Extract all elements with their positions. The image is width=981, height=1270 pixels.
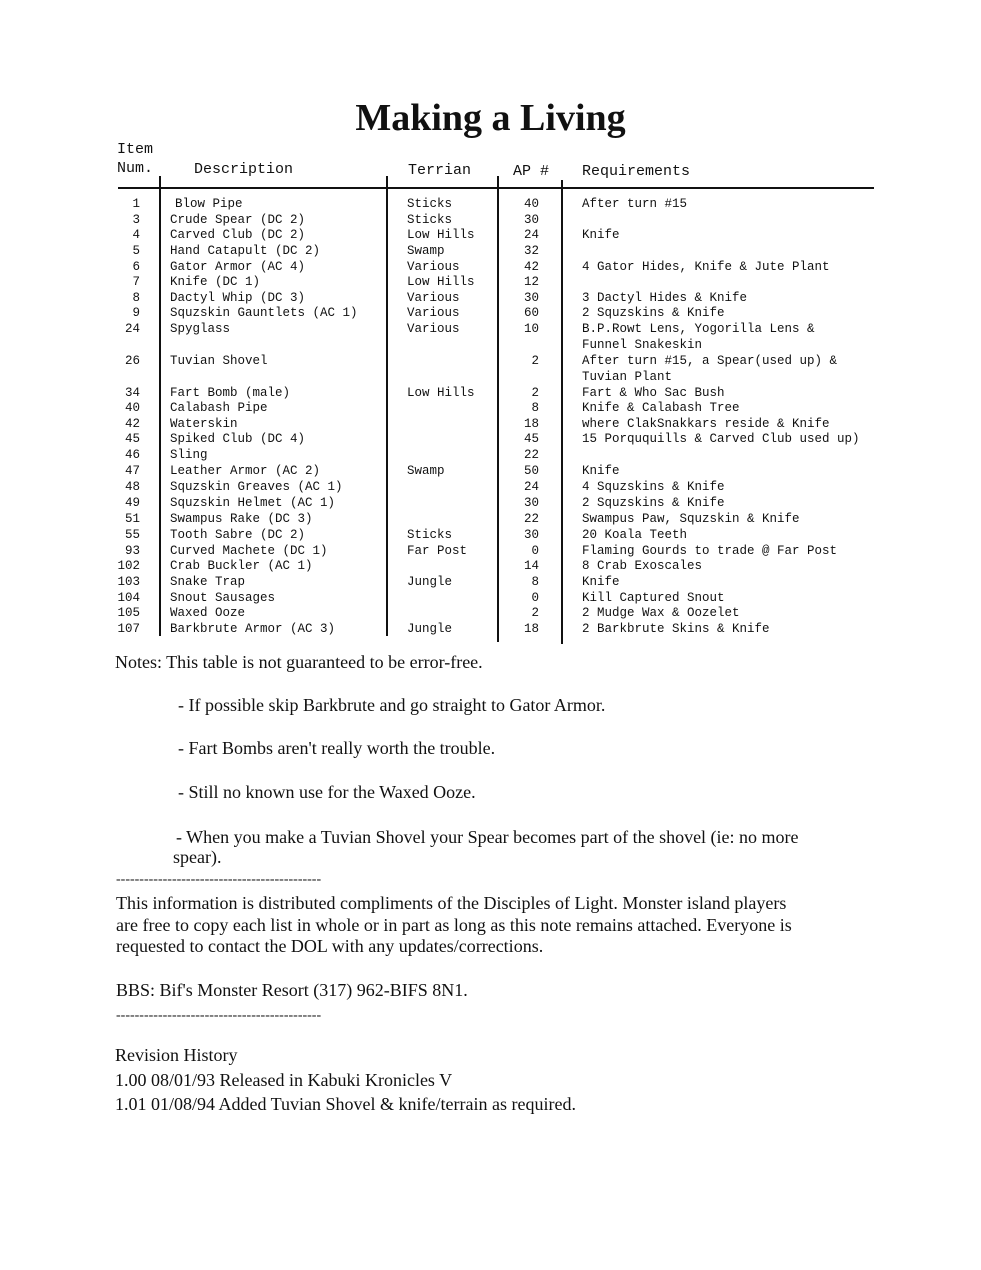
- item-terrain: Sticks: [407, 213, 453, 227]
- item-ap: 42: [523, 260, 539, 274]
- item-ap: 30: [523, 528, 539, 542]
- item-ap: 10: [523, 322, 539, 336]
- table-row: [0, 386, 981, 402]
- item-number: 46: [124, 448, 140, 462]
- item-requirements-continued: Tuvian Plant: [582, 370, 673, 384]
- item-number: 45: [124, 432, 140, 446]
- item-description: Squzskin Gauntlets (AC 1): [170, 306, 358, 320]
- item-requirements-continued: Funnel Snakeskin: [582, 338, 703, 352]
- item-ap: 18: [523, 417, 539, 431]
- table-row: [0, 228, 981, 244]
- item-number: 47: [124, 464, 140, 478]
- item-requirements: 3 Dactyl Hides & Knife: [582, 291, 748, 305]
- header-item-line2: Num.: [117, 160, 154, 177]
- item-terrain: Low Hills: [407, 228, 475, 242]
- item-number: 7: [132, 275, 140, 289]
- table-row: [0, 401, 981, 417]
- item-description: Hand Catapult (DC 2): [170, 244, 321, 258]
- item-terrain: Various: [407, 322, 460, 336]
- table-row: [0, 512, 981, 528]
- table-row: [0, 197, 981, 213]
- item-ap: 22: [523, 448, 539, 462]
- item-description: Fart Bomb (male): [170, 386, 291, 400]
- table-row: [0, 606, 981, 622]
- table-row: [0, 260, 981, 276]
- item-terrain: Jungle: [407, 575, 453, 589]
- item-requirements: After turn #15, a Spear(used up) &: [582, 354, 838, 368]
- item-ap: 2: [531, 354, 539, 368]
- table-row: [0, 622, 981, 638]
- notes-intro: Notes: This table is not guaranteed to be error-free.: [115, 652, 483, 672]
- bbs-contact: BBS: Bif's Monster Resort (317) 962-BIFS 8N1.: [116, 980, 468, 1000]
- note-item: - Still no known use for the Waxed Ooze.: [178, 782, 476, 802]
- item-description: Curved Machete (DC 1): [170, 544, 328, 558]
- header-ap: AP #: [513, 163, 550, 180]
- page-title: Making a Living: [355, 97, 626, 139]
- item-terrain: Various: [407, 260, 460, 274]
- item-terrain: Various: [407, 306, 460, 320]
- item-description: Swampus Rake (DC 3): [170, 512, 313, 526]
- item-description: Waterskin: [170, 417, 238, 431]
- item-description: Tuvian Shovel: [170, 354, 268, 368]
- item-number: 105: [117, 606, 140, 620]
- item-ap: 45: [523, 432, 539, 446]
- table-row: [0, 291, 981, 307]
- item-requirements: Fart & Who Sac Bush: [582, 386, 725, 400]
- item-number: 102: [117, 559, 140, 573]
- table-row: [0, 322, 981, 354]
- item-number: 42: [124, 417, 140, 431]
- item-ap: 50: [523, 464, 539, 478]
- item-description: Barkbrute Armor (AC 3): [170, 622, 336, 636]
- item-requirements: 2 Barkbrute Skins & Knife: [582, 622, 770, 636]
- item-requirements: 4 Gator Hides, Knife & Jute Plant: [582, 260, 830, 274]
- item-number: 5: [132, 244, 140, 258]
- item-description: Spiked Club (DC 4): [170, 432, 306, 446]
- item-terrain: Low Hills: [407, 275, 475, 289]
- item-ap: 40: [523, 197, 539, 211]
- item-ap: 30: [523, 213, 539, 227]
- item-ap: 32: [523, 244, 539, 258]
- item-description: Squzskin Helmet (AC 1): [170, 496, 336, 510]
- item-ap: 2: [531, 606, 539, 620]
- item-terrain: Sticks: [407, 528, 453, 542]
- table-row: [0, 575, 981, 591]
- item-ap: 8: [531, 575, 539, 589]
- item-terrain: Low Hills: [407, 386, 475, 400]
- item-requirements: 8 Crab Exoscales: [582, 559, 703, 573]
- item-requirements: Knife: [582, 464, 620, 478]
- item-ap: 18: [523, 622, 539, 636]
- item-requirements: 4 Squzskins & Knife: [582, 480, 725, 494]
- table-row: [0, 306, 981, 322]
- header-item-line1: Item: [117, 141, 154, 158]
- item-description: Snout Sausages: [170, 591, 276, 605]
- item-description: Tooth Sabre (DC 2): [170, 528, 306, 542]
- header-description: Description: [194, 161, 294, 178]
- item-number: 103: [117, 575, 140, 589]
- item-requirements: Knife & Calabash Tree: [582, 401, 740, 415]
- item-description: Crude Spear (DC 2): [170, 213, 306, 227]
- item-ap: 24: [523, 228, 539, 242]
- info-line: are free to copy each list in whole or in part as long as this note remains attached. Everyone is: [116, 915, 792, 935]
- table-row: [0, 275, 981, 291]
- table-row: [0, 544, 981, 560]
- item-terrain: Jungle: [407, 622, 453, 636]
- item-number: 9: [132, 306, 140, 320]
- item-ap: 30: [523, 291, 539, 305]
- header-rule: [118, 187, 874, 189]
- note-item-continued: spear).: [173, 847, 222, 867]
- item-number: 40: [124, 401, 140, 415]
- item-terrain: Sticks: [407, 197, 453, 211]
- item-number: 93: [124, 544, 140, 558]
- item-ap: 22: [523, 512, 539, 526]
- item-requirements: B.P.Rowt Lens, Yogorilla Lens &: [582, 322, 815, 336]
- item-number: 6: [132, 260, 140, 274]
- item-requirements: After turn #15: [582, 197, 688, 211]
- item-description: Sling: [170, 448, 208, 462]
- note-item: - If possible skip Barkbrute and go straight to Gator Armor.: [178, 695, 606, 715]
- item-number: 24: [124, 322, 140, 336]
- item-terrain: Swamp: [407, 464, 445, 478]
- item-terrain: Various: [407, 291, 460, 305]
- item-number: 51: [124, 512, 140, 526]
- item-ap: 0: [531, 544, 539, 558]
- info-line: requested to contact the DOL with any updates/corrections.: [116, 936, 544, 956]
- item-ap: 30: [523, 496, 539, 510]
- table-row: [0, 591, 981, 607]
- table-row: [0, 448, 981, 464]
- item-number: 34: [124, 386, 140, 400]
- table-row: [0, 464, 981, 480]
- item-terrain: Far Post: [407, 544, 468, 558]
- item-ap: 2: [531, 386, 539, 400]
- item-description: Dactyl Whip (DC 3): [170, 291, 306, 305]
- item-description: Leather Armor (AC 2): [170, 464, 321, 478]
- item-description: Squzskin Greaves (AC 1): [170, 480, 343, 494]
- item-requirements: 2 Mudge Wax & Oozelet: [582, 606, 740, 620]
- item-requirements: 15 Porququills & Carved Club used up): [582, 432, 860, 446]
- table-row: [0, 559, 981, 575]
- item-requirements: where ClakSnakkars reside & Knife: [582, 417, 830, 431]
- table-row: [0, 480, 981, 496]
- table-row: [0, 528, 981, 544]
- item-number: 48: [124, 480, 140, 494]
- item-requirements: Kill Captured Snout: [582, 591, 725, 605]
- table-row: [0, 244, 981, 260]
- item-ap: 14: [523, 559, 539, 573]
- table-row: [0, 432, 981, 448]
- item-requirements: Knife: [582, 575, 620, 589]
- revision-heading: Revision History: [115, 1045, 238, 1065]
- item-description: Blow Pipe: [175, 197, 243, 211]
- item-number: 104: [117, 591, 140, 605]
- table-row: [0, 417, 981, 433]
- item-number: 107: [117, 622, 140, 636]
- item-number: 4: [132, 228, 140, 242]
- item-terrain: Swamp: [407, 244, 445, 258]
- item-requirements: Knife: [582, 228, 620, 242]
- header-requirements: Requirements: [582, 163, 691, 180]
- note-item: - Fart Bombs aren't really worth the trouble.: [178, 738, 496, 758]
- separator-line: --------------------------------------------: [116, 872, 322, 887]
- item-description: Waxed Ooze: [170, 606, 246, 620]
- item-requirements: Flaming Gourds to trade @ Far Post: [582, 544, 838, 558]
- item-number: 1: [132, 197, 140, 211]
- note-item: - When you make a Tuvian Shovel your Spear becomes part of the shovel (ie: no more: [176, 827, 799, 847]
- item-description: Carved Club (DC 2): [170, 228, 306, 242]
- item-ap: 24: [523, 480, 539, 494]
- item-number: 26: [124, 354, 140, 368]
- item-number: 49: [124, 496, 140, 510]
- item-number: 3: [132, 213, 140, 227]
- item-description: Calabash Pipe: [170, 401, 268, 415]
- item-description: Gator Armor (AC 4): [170, 260, 306, 274]
- item-requirements: 20 Koala Teeth: [582, 528, 688, 542]
- separator-line: --------------------------------------------: [116, 1008, 322, 1023]
- item-description: Spyglass: [170, 322, 231, 336]
- item-number: 8: [132, 291, 140, 305]
- item-ap: 8: [531, 401, 539, 415]
- header-terrain: Terrian: [408, 162, 472, 179]
- item-requirements: Swampus Paw, Squzskin & Knife: [582, 512, 800, 526]
- item-requirements: 2 Squzskins & Knife: [582, 306, 725, 320]
- info-line: This information is distributed compliments of the Disciples of Light. Monster island players: [116, 893, 787, 913]
- item-description: Snake Trap: [170, 575, 246, 589]
- item-number: 55: [124, 528, 140, 542]
- item-ap: 60: [523, 306, 539, 320]
- item-ap: 12: [523, 275, 539, 289]
- revision-entry: 1.00 08/01/93 Released in Kabuki Kronicles V: [115, 1070, 453, 1090]
- item-ap: 0: [531, 591, 539, 605]
- item-description: Knife (DC 1): [170, 275, 261, 289]
- table-row: [0, 496, 981, 512]
- table-row: [0, 354, 981, 386]
- revision-entry: 1.01 01/08/94 Added Tuvian Shovel & knife/terrain as required.: [115, 1094, 576, 1114]
- header-item: [117, 140, 153, 178]
- item-requirements: 2 Squzskins & Knife: [582, 496, 725, 510]
- item-description: Crab Buckler (AC 1): [170, 559, 313, 573]
- table-row: [0, 213, 981, 229]
